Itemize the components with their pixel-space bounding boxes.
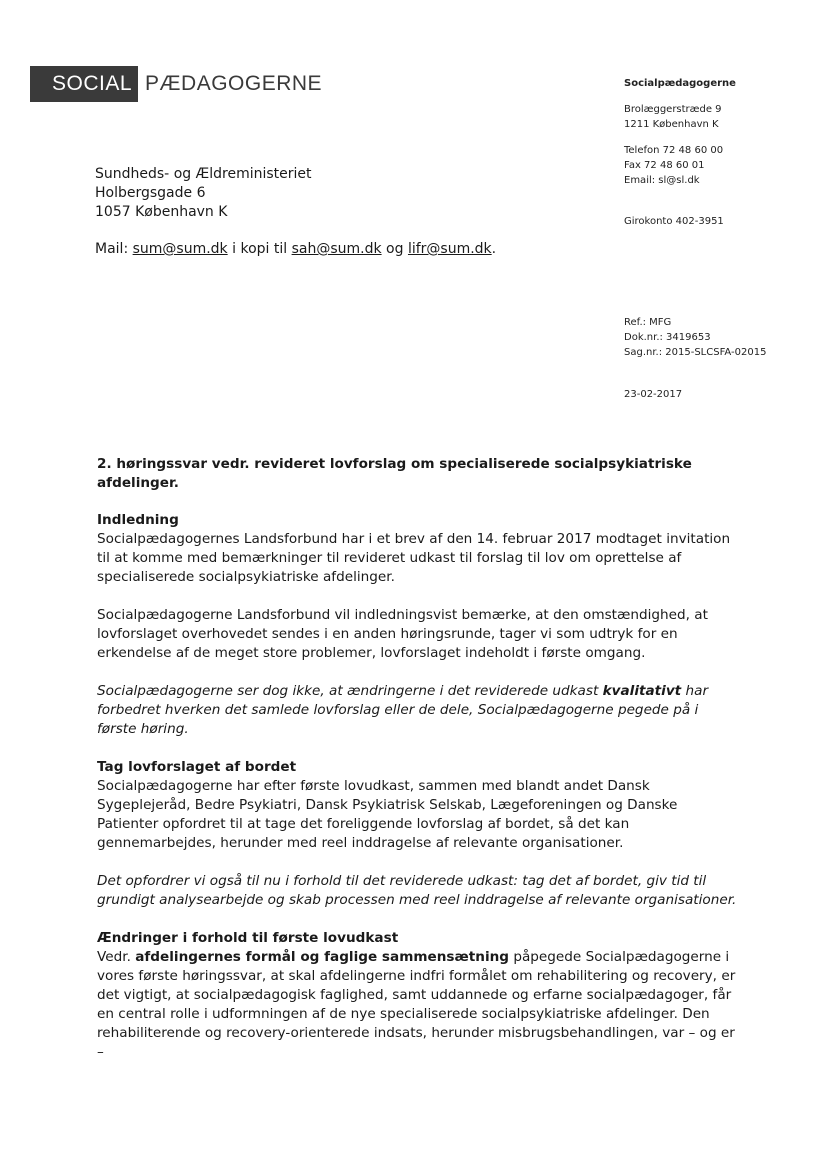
case-number: Sag.nr.: 2015-SLCSFA-02015 [624, 347, 767, 358]
sender-name: Socialpædagogerne [624, 78, 736, 89]
logo-part-social: SOCIAL [30, 66, 140, 102]
mail-prefix: Mail: [95, 241, 133, 257]
mail-link-sum[interactable]: sum@sum.dk [132, 241, 228, 257]
heading-aendringer: Ændringer i forhold til første lovudkast [97, 930, 399, 946]
mail-text-and: og [381, 241, 408, 257]
mail-link-sah[interactable]: sah@sum.dk [291, 241, 382, 257]
doc-number: Dok.nr.: 3419653 [624, 332, 711, 343]
mail-end: . [491, 241, 497, 257]
sender-city: 1211 København K [624, 119, 719, 130]
paragraph-3-part-a: Socialpædagogerne ser dog ikke, at ændringerne i det reviderede udkast [97, 683, 603, 699]
paragraph-1: Socialpædagogernes Landsforbund har i et brev af den 14. februar 2017 modtaget invitation til at komme med bemærkninger til revideret udkast til forslag til lov om oprettelse af specialiserede socialpsykiatriske afdelinger. [97, 531, 731, 585]
recipient-city: 1057 København K [95, 204, 228, 220]
reference-block [624, 315, 766, 360]
recipient-name: Sundheds- og Ældreministeriet [95, 166, 312, 182]
recipient-address [95, 165, 312, 222]
paragraph-6-part-c: påpegede Socialpædagogerne i vores første høringssvar, at skal afdelingerne indfri formålet om rehabilitering og recovery, er det vigtigt, at socialpædagogisk faglighed, samt uddannede og erfarne socialpædagoger, får en central rolle i udformningen af de nye specialiserede socialpsykiatriske afdelinger. Den rehabiliterende og recovery-orienterede indsats, herunder misbrugsbehandlingen, var – og er – [97, 949, 736, 1060]
paragraph-5: Det opfordrer vi også til nu i forhold til det reviderede udkast: tag det af bordet, giv tid til grundigt analysearbejde og skab processen med reel inddragelse af relevante organisationer. [97, 873, 737, 908]
mail-text-cc: i kopi til [227, 241, 292, 257]
letter-title: 2. høringssvar vedr. revideret lovforslag om specialiserede socialpsykiatriske afdelinger. [97, 456, 692, 491]
paragraph-6 [97, 948, 737, 1062]
sender-fax: Fax 72 48 60 01 [624, 160, 705, 171]
sender-info [624, 76, 736, 229]
sender-email: Email: sl@sl.dk [624, 175, 700, 186]
sender-giro: Girokonto 402-3951 [624, 216, 724, 227]
sender-phone: Telefon 72 48 60 00 [624, 145, 724, 156]
letter-date: 23-02-2017 [624, 389, 683, 400]
paragraph-6-part-a: Vedr. [97, 949, 136, 965]
organization-logo [30, 66, 322, 102]
ref-initials: Ref.: MFG [624, 317, 672, 328]
paragraph-3 [97, 682, 737, 739]
logo-part-paedagogerne: PÆDAGOGERNE [145, 72, 323, 95]
paragraph-3-emphasis: kvalitativt [602, 683, 682, 699]
paragraph-2: Socialpædagogerne Landsforbund vil indledningsvist bemærke, at den omstændighed, at lovforslaget overhovedet sendes i en anden høringsrunde, tager vi som udtryk for en erkendelse af de meget store problemer, lovforslaget indeholdt i første omgang. [97, 607, 708, 661]
letter-body [97, 455, 737, 1081]
paragraph-3-part-c: har forbedret hverken det samlede lovforslag eller de dele, Socialpædagogerne pegede på i første høring. [97, 683, 709, 737]
paragraph-4: Socialpædagogerne har efter første lovudkast, sammen med blandt andet Dansk Sygeplejeråd, Bedre Psykiatri, Dansk Psykiatrisk Selskab, Lægeforeningen og Danske Patienter opfordret til at tage det foreliggende lovforslag af bordet, så det kan gennemarbejdes, herunder med reel inddragelse af relevante organisationer. [97, 778, 678, 851]
sender-street: Brolæggerstræde 9 [624, 104, 722, 115]
mail-link-lifr[interactable]: lifr@sum.dk [407, 241, 492, 257]
paragraph-6-emphasis: afdelingernes formål og faglige sammensætning [135, 949, 510, 965]
heading-indledning: Indledning [97, 512, 179, 528]
mail-line [95, 240, 496, 259]
recipient-street: Holbergsgade 6 [95, 185, 206, 201]
heading-tag-lovforslaget: Tag lovforslaget af bordet [97, 759, 297, 775]
